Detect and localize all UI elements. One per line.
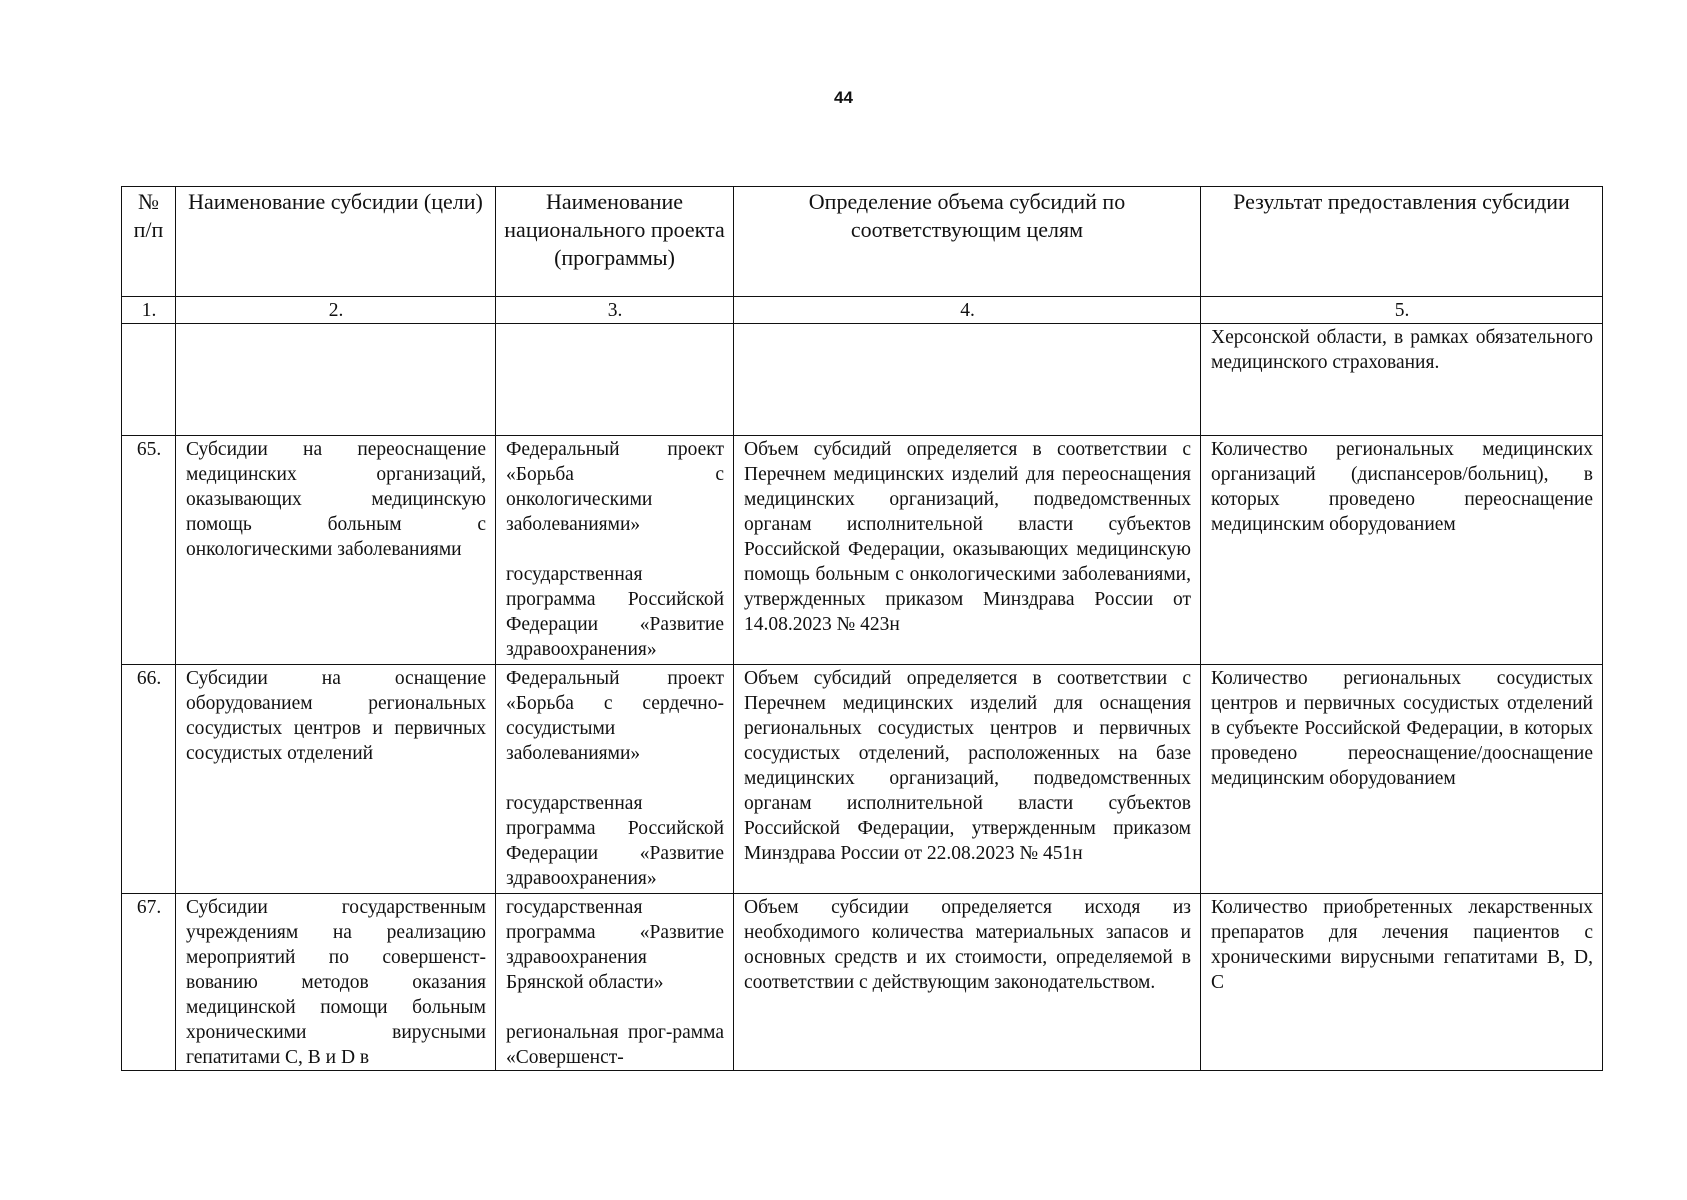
- subsidy-name-cell: Субсидии на переоснащение медицинских организаций, оказывающих медицинскую помощь больным с онкологическими заболеваниями: [176, 436, 496, 665]
- project-primary: Федеральный проект «Борьба с онкологическими заболеваниями»: [506, 439, 724, 535]
- empty-cell: [496, 324, 734, 436]
- result-cell: Количество региональных сосудистых центров и первичных сосудистых отделений в субъекте Российской Федерации, в которых проведено переоснащение/дооснащение медицинским оборудованием: [1201, 665, 1603, 894]
- table-row-continuation: [122, 324, 1603, 436]
- subsidies-table: [121, 186, 1603, 1071]
- empty-cell: [122, 324, 176, 436]
- project-cell: [496, 894, 734, 1071]
- result-cell: Количество региональных медицинских организаций (диспансеров/больниц), в которых проведено переоснащение медицинским оборудованием: [1201, 436, 1603, 665]
- header-subsidy-name: Наименование субсидии (цели): [176, 187, 496, 297]
- header-volume-definition: Определение объема субсидий по соответствующим целям: [734, 187, 1201, 297]
- volume-cell: Объем субсидии определяется исходя из необходимого количества материальных запасов и основных средств и их стоимости, определяемой в соответствии с действующим законодательством.: [734, 894, 1201, 1071]
- row-index: 65.: [122, 436, 176, 665]
- table-row: [122, 436, 1603, 665]
- project-secondary: государственная программа Российской Федерации «Развитие здравоохранения»: [506, 793, 724, 889]
- column-number: 4.: [734, 297, 1201, 324]
- column-number: 5.: [1201, 297, 1603, 324]
- page-number: 44: [834, 88, 853, 107]
- project-secondary: региональная прог-рамма «Совершенст-: [506, 1022, 724, 1068]
- volume-cell: Объем субсидий определяется в соответствии с Перечнем медицинских изделий для переоснащения медицинских организаций, подведомственных органам исполнительной власти субъектов Российской Федерации, оказывающих медицинскую помощь больным с онкологическими заболеваниями, утвержденных приказом Минздрава России от 14.08.2023 № 423н: [734, 436, 1201, 665]
- header-result: Результат предоставления субсидии: [1201, 187, 1603, 297]
- empty-cell: [176, 324, 496, 436]
- volume-cell: Объем субсидий определяется в соответствии с Перечнем медицинских изделий для оснащения региональных сосудистых центров и первичных сосудистых отделений, расположенных на базе медицинских организаций, подведомственных органам исполнительной власти субъектов Российской Федерации, утвержденным приказом Минздрава России от 22.08.2023 № 451н: [734, 665, 1201, 894]
- project-cell: [496, 665, 734, 894]
- header-national-project: Наименование национального проекта (программы): [496, 187, 734, 297]
- table-header-row: [122, 187, 1603, 297]
- column-number: 1.: [122, 297, 176, 324]
- table-row: [122, 894, 1603, 1071]
- table-row: [122, 665, 1603, 894]
- paragraph-gap: [506, 995, 724, 1020]
- project-secondary: государственная программа Российской Федерации «Развитие здравоохранения»: [506, 564, 724, 660]
- column-number-row: [122, 297, 1603, 324]
- subsidy-name-cell: Субсидии на оснащение оборудованием региональных сосудистых центров и первичных сосудистых отделений: [176, 665, 496, 894]
- paragraph-gap: [506, 537, 724, 562]
- paragraph-gap: [506, 766, 724, 791]
- row-index: 66.: [122, 665, 176, 894]
- row-index: 67.: [122, 894, 176, 1071]
- project-primary: Федеральный проект «Борьба с сердечно-сосудистыми заболеваниями»: [506, 668, 724, 764]
- empty-cell: [734, 324, 1201, 436]
- project-primary: государственная программа «Развитие здравоохранения Брянской области»: [506, 897, 724, 993]
- column-number: 3.: [496, 297, 734, 324]
- column-number: 2.: [176, 297, 496, 324]
- result-cell: Херсонской области, в рамках обязательного медицинского страхования.: [1201, 324, 1603, 436]
- subsidy-name-cell: Субсидии государственным учреждениям на реализацию мероприятий по совершенст-вованию методов оказания медицинской помощи больным хроническими вирусными гепатитами C, B и D в: [176, 894, 496, 1071]
- header-number: № п/п: [122, 187, 176, 297]
- result-cell: Количество приобретенных лекарственных препаратов для лечения пациентов с хроническими вирусными гепатитами B, D, C: [1201, 894, 1603, 1071]
- project-cell: [496, 436, 734, 665]
